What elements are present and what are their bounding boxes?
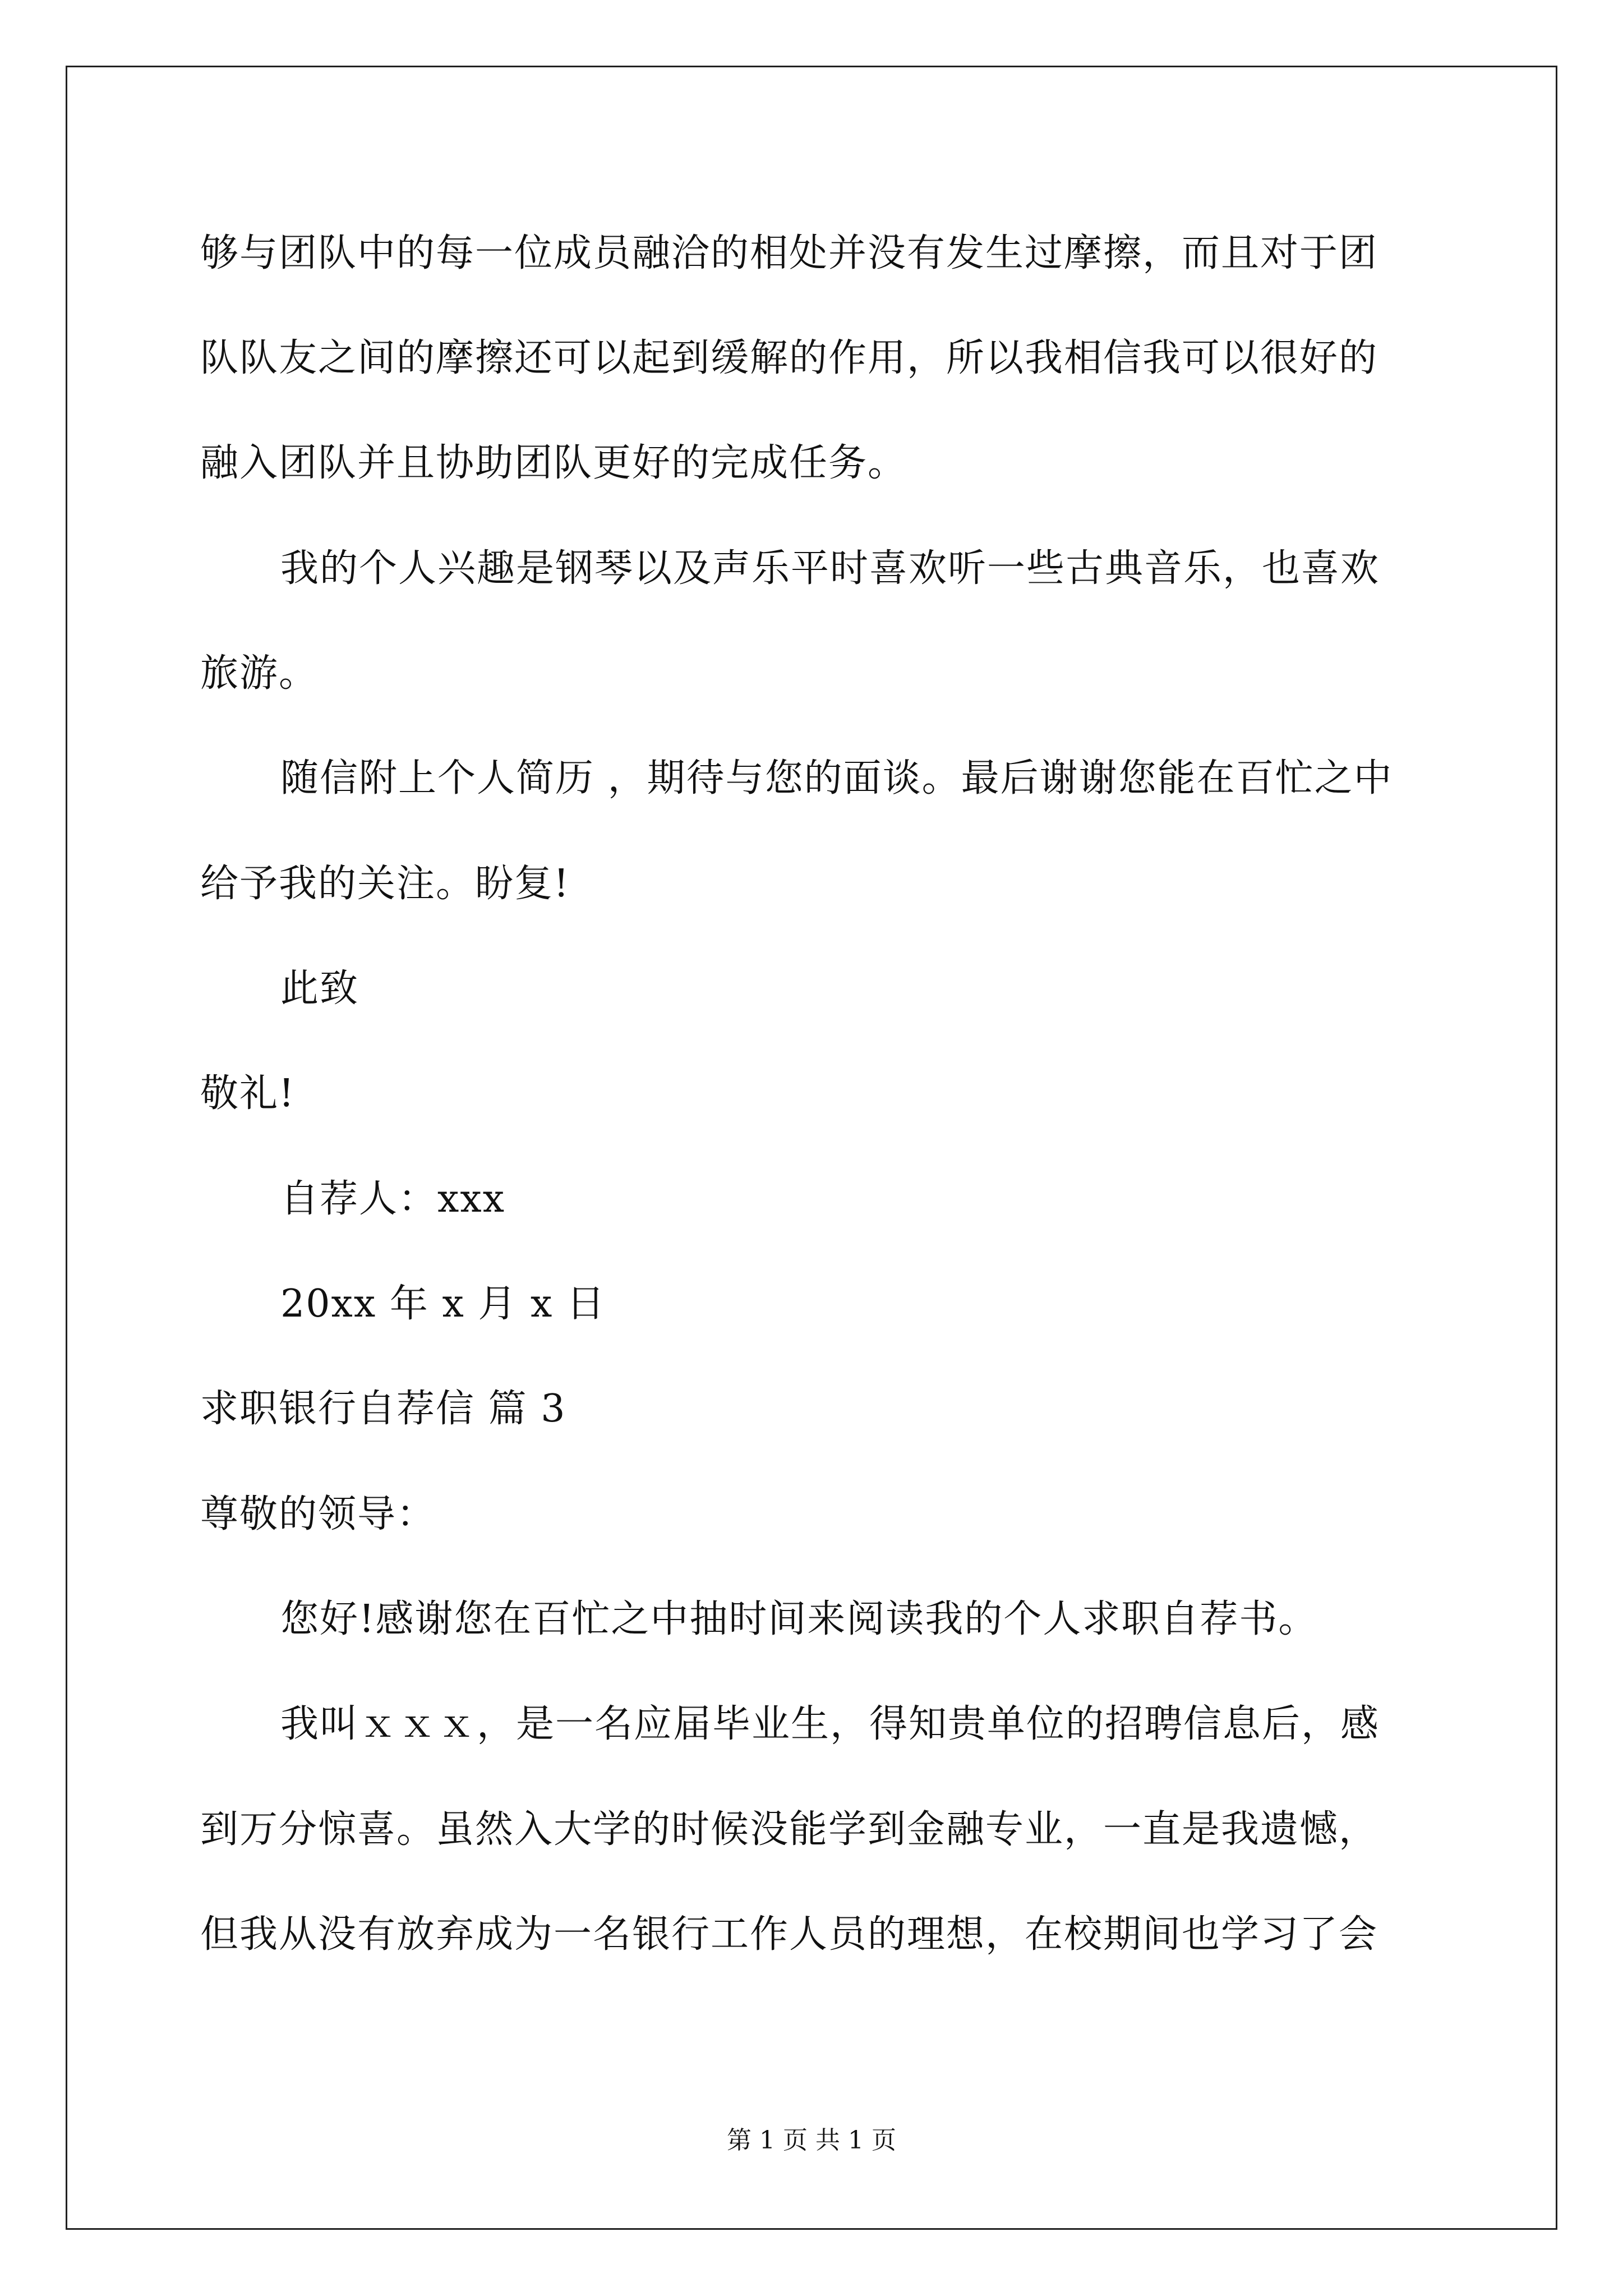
page-footer: 第 1 页 共 1 页	[727, 2126, 896, 2155]
text-line: 旅游。	[200, 651, 319, 696]
text-line: 给予我的关注。盼复!	[200, 862, 570, 906]
text-line: 到万分惊喜。虽然入大学的时候没能学到金融专业，一直是我遗憾，	[200, 1807, 1378, 1852]
paragraph-first-line: 随信附上个人简历 ，期待与您的面谈。最后谢谢您能在百忙之中	[280, 756, 1393, 800]
text-line: 但我从没有放弃成为一名银行工作人员的理想，在校期间也学习了会	[200, 1912, 1378, 1957]
text-line: 队队友之间的摩擦还可以起到缓解的作用，所以我相信我可以很好的	[200, 336, 1378, 380]
paragraph-first-line: 我叫ｘｘｘ，是一名应届毕业生，得知贵单位的招聘信息后，感	[280, 1702, 1380, 1746]
paragraph-first-line: 您好!感谢您在百忙之中抽时间来阅读我的个人求职自荐书。	[280, 1597, 1318, 1641]
signature-line: 自荐人：xxx	[280, 1177, 506, 1221]
date-line: 20xx 年 x 月 x 日	[280, 1282, 606, 1326]
closing-regards: 敬礼!	[200, 1071, 296, 1116]
greeting: 尊敬的领导：	[200, 1492, 436, 1536]
paragraph-first-line: 我的个人兴趣是钢琴以及声乐平时喜欢听一些古典音乐，也喜欢	[280, 546, 1380, 591]
page-border	[66, 66, 1557, 2230]
section-heading: 求职银行自荐信 篇 3	[200, 1387, 566, 1431]
text-line: 融入团队并且协助团队更好的完成任务。	[200, 441, 907, 485]
text-line: 够与团队中的每一位成员融洽的相处并没有发生过摩擦，而且对于团	[200, 231, 1378, 275]
closing-salutation: 此致	[280, 967, 359, 1011]
